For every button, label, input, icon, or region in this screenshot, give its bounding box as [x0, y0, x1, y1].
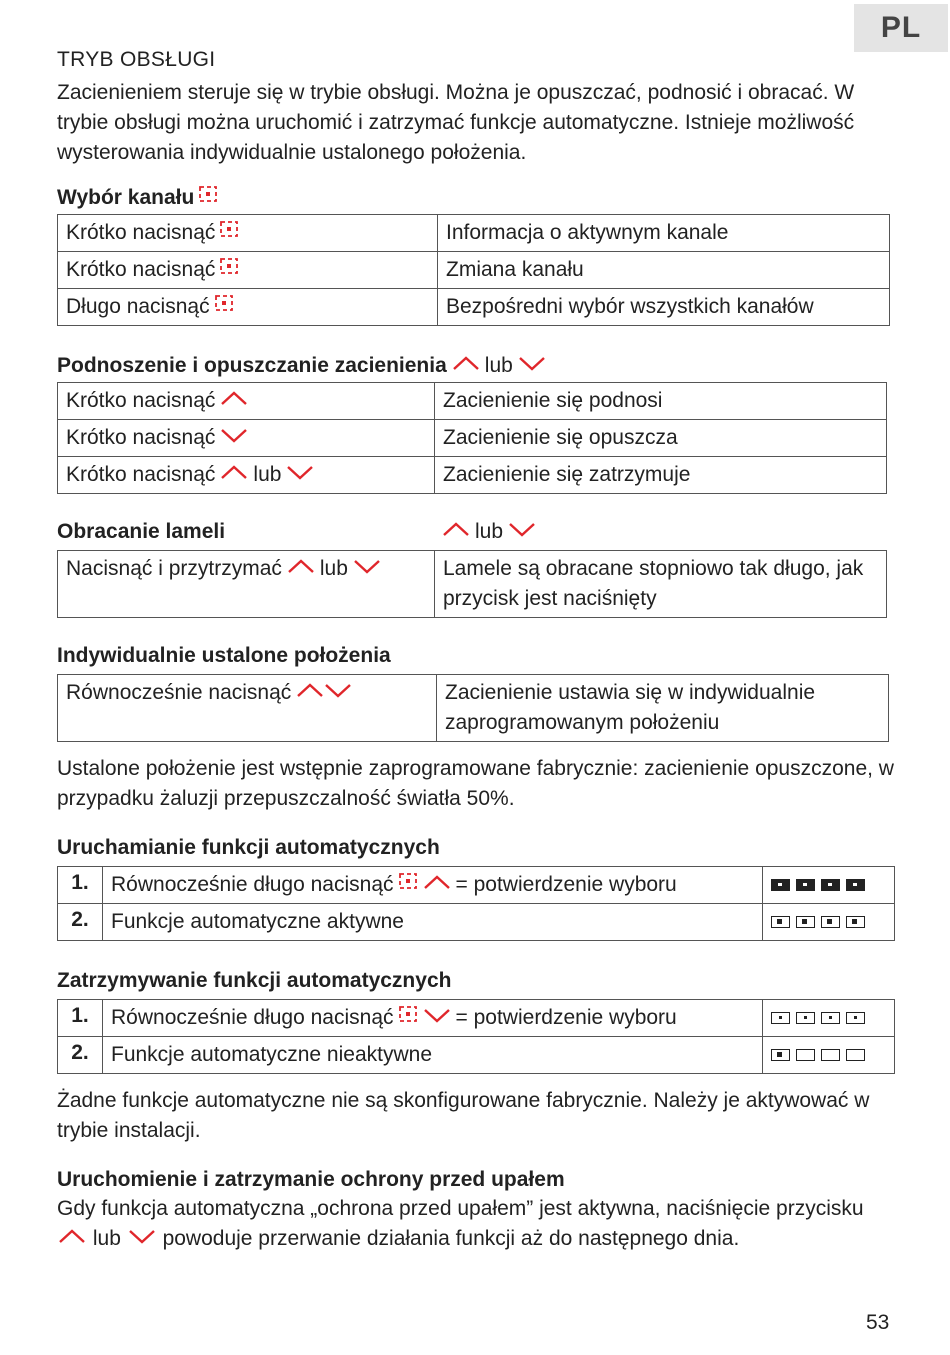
indicator-square-icon [846, 879, 865, 891]
heat-paragraph: Gdy funkcja automatyczna „ochrona przed upałem” jest aktywna, naciśnięcie przycisku lub powoduje przerwanie działania funkcji aż do następnego dnia. [57, 1194, 897, 1254]
indicator-square-icon [846, 916, 865, 928]
channel-heading: Wybór kanału [57, 184, 897, 212]
arrow-down-icon [219, 423, 249, 453]
indicator-square-icon [796, 916, 815, 928]
intro-paragraph: Zacienieniem steruje się w trybie obsługi. Można je opuszczać, podnosić i obracać. W trybie obsługi można uruchomić i zatrzymać funkcje automatyczne. Istnieje możliwość wysterowania indywidualnie ustalonego położenia. [57, 81, 855, 164]
arrow-up-icon [441, 520, 471, 544]
table-row: Krótko nacisnąć Zacienienie się podnosi [58, 383, 887, 420]
channel-table [57, 214, 890, 326]
slats-heading: Obracanie lameli [57, 520, 226, 543]
channel-select-icon [219, 255, 239, 285]
arrow-down-icon [517, 352, 547, 380]
table-row: Krótko nacisnąć Informacja o aktywnym kanale [58, 215, 890, 252]
arrow-up-icon [451, 352, 481, 380]
table-row: Krótko nacisnąć Zacienienie się opuszcza [58, 420, 887, 457]
auto-stop-heading: Zatrzymywanie funkcji automatycznych [57, 969, 452, 992]
indicator-square-icon [771, 1012, 790, 1024]
arrow-up-icon [295, 678, 325, 708]
indicator-leds [762, 867, 894, 904]
channel-select-icon [214, 292, 234, 322]
arrow-up-icon [219, 460, 249, 490]
arrow-down-icon [285, 460, 315, 490]
table-row: 1. Równocześnie długo nacisnąć = potwierdzenie wyboru [58, 1000, 895, 1037]
auto-stop-note: Żadne funkcje automatyczne nie są skonfigurowane fabrycznie. Należy je aktywować w trybie instalacji. [57, 1089, 870, 1142]
arrow-down-icon [507, 520, 537, 544]
arrow-up-icon [57, 1224, 87, 1254]
raise-heading: Podnoszenie i opuszczanie zacienienia lub [57, 352, 897, 380]
table-row: Długo nacisnąć Bezpośredni wybór wszystkich kanałów [58, 289, 890, 326]
table-row: Krótko nacisnąć Zmiana kanału [58, 252, 890, 289]
indicator-leds [762, 904, 894, 941]
indicator-square-icon [846, 1049, 865, 1061]
auto-start-heading: Uruchamianie funkcji automatycznych [57, 836, 440, 859]
table-row: Równocześnie nacisnąć Zacienienie ustawia się w indywidualnie zaprogramowanym położeniu [58, 675, 889, 742]
channel-select-icon [398, 870, 418, 900]
arrow-up-icon [219, 386, 249, 416]
indicator-square-icon [821, 1012, 840, 1024]
individual-table [57, 674, 889, 742]
indicator-square-icon [821, 1049, 840, 1061]
indicator-square-icon [771, 1049, 790, 1061]
slats-table [57, 550, 887, 618]
indicator-leds [762, 1037, 894, 1074]
table-row: 2. Funkcje automatyczne nieaktywne [58, 1037, 895, 1074]
indicator-square-icon [821, 879, 840, 891]
arrow-down-icon [352, 554, 382, 584]
individual-note: Ustalone położenie jest wstępnie zaprogramowane fabrycznie: zacienienie opuszczone, w przypadku żaluzji przepuszczalność światła 50%. [57, 757, 894, 810]
auto-stop-table [57, 999, 895, 1074]
arrow-up-icon [422, 870, 452, 900]
language-badge: PL [854, 4, 948, 52]
table-row: 2. Funkcje automatyczne aktywne [58, 904, 895, 941]
arrow-down-icon [422, 1003, 452, 1033]
indicator-leds [762, 1000, 894, 1037]
arrow-up-icon [286, 554, 316, 584]
auto-start-table [57, 866, 895, 941]
indicator-square-icon [821, 916, 840, 928]
slats-heading-row: Obracanie lameli lub [57, 518, 897, 546]
raise-table [57, 382, 887, 494]
heat-heading: Uruchomienie i zatrzymanie ochrony przed upałem [57, 1168, 565, 1191]
table-row: Krótko nacisnąć lub Zacienienie się zatrzymuje [58, 457, 887, 494]
channel-select-icon [219, 218, 239, 248]
arrow-down-icon [127, 1224, 157, 1254]
individual-heading: Indywidualnie ustalone położenia [57, 644, 391, 667]
indicator-square-icon [771, 879, 790, 891]
indicator-square-icon [796, 1012, 815, 1024]
channel-select-icon [198, 184, 218, 212]
indicator-square-icon [796, 1049, 815, 1061]
indicator-square-icon [796, 879, 815, 891]
table-row: Nacisnąć i przytrzymać lub Lamele są obracane stopniowo tak długo, jak przycisk jest naciśnięty [58, 551, 887, 618]
page-title: TRYB OBSŁUGI [57, 48, 216, 71]
page-content [57, 48, 897, 1254]
arrow-down-icon [323, 678, 353, 708]
table-row: 1. Równocześnie długo nacisnąć = potwierdzenie wyboru [58, 867, 895, 904]
page-number: 53 [866, 1311, 890, 1334]
channel-select-icon [398, 1003, 418, 1033]
indicator-square-icon [846, 1012, 865, 1024]
indicator-square-icon [771, 916, 790, 928]
